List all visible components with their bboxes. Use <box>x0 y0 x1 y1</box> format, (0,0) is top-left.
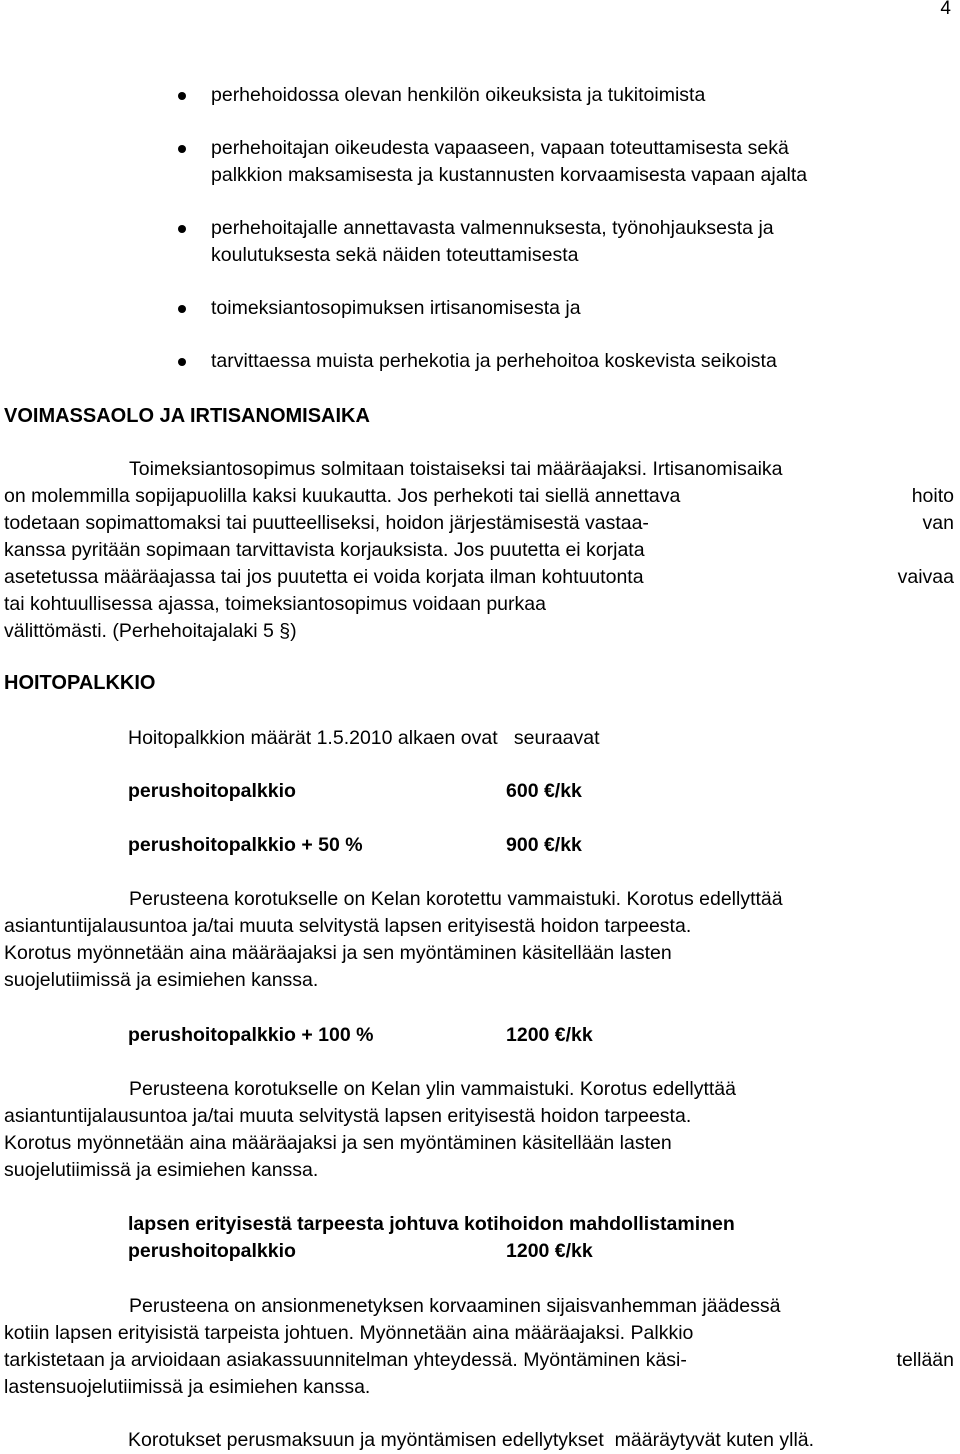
paragraph-line <box>4 564 954 591</box>
line-text: asiantuntijalausuntoa ja/tai muuta selvitystä lapsen erityisestä hoidon tarpeesta. <box>4 1105 692 1127</box>
price-amount: 1200 €/kk <box>506 1024 593 1046</box>
line-text: Korotus myönnetään aina määräajaksi ja sen myöntäminen käsitellään lasten <box>4 942 672 964</box>
page-number: 4 <box>940 0 951 19</box>
line-text: välittömästi. (Perhehoitajalaki 5 §) <box>4 620 297 642</box>
line-text: on molemmilla sopijapuolilla kaksi kuukautta. Jos perhekoti tai siellä annettava <box>4 485 681 507</box>
footer-note: Korotukset perusmaksuun ja myöntämisen edellytykset määräytyvät kuten yllä. <box>128 1429 815 1451</box>
bullet-line: toimeksiantosopimuksen irtisanomisesta ja <box>211 297 581 319</box>
line-text: Korotus myönnetään aina määräajaksi ja sen myöntäminen käsitellään lasten <box>4 1132 672 1154</box>
bullet-icon <box>178 305 186 313</box>
voimassaolo-paragraph <box>4 456 954 645</box>
price-amount: 900 €/kk <box>506 834 582 856</box>
price-label: perushoitopalkkio <box>128 780 296 802</box>
bullet-line: perhehoitajan oikeudesta vapaaseen, vapaan toteuttamisesta sekä <box>211 137 789 159</box>
price-label: perushoitopalkkio + 100 % <box>128 1024 374 1046</box>
note-100-paragraph <box>4 1076 954 1184</box>
price-amount: 1200 €/kk <box>506 1240 593 1262</box>
paragraph-line <box>4 483 954 510</box>
paragraph-line <box>4 940 954 967</box>
paragraph-line <box>4 537 954 564</box>
paragraph-line <box>4 1157 954 1184</box>
line-text: tarkistetaan ja arvioidaan asiakassuunnitelman yhteydessä. Myöntäminen käsi- <box>4 1349 687 1371</box>
paragraph-line <box>4 886 954 913</box>
hoitopalkkio-intro: Hoitopalkkion määrät 1.5.2010 alkaen ovat seuraavat <box>128 727 600 749</box>
paragraph-line <box>4 967 954 994</box>
paragraph-line <box>4 1076 954 1103</box>
price-row-perus <box>128 778 582 805</box>
bullet-line: perhehoitajalle annettavasta valmennuksesta, työnohjauksesta ja <box>211 217 774 239</box>
line-text: Perusteena korotukselle on Kelan korotettu vammaistuki. Korotus edellyttää <box>129 888 783 910</box>
paragraph-line <box>4 1130 954 1157</box>
line-text-right: tellään <box>896 1349 954 1371</box>
bullet-item <box>0 348 960 375</box>
paragraph-line <box>4 618 954 645</box>
note-kotihoito-paragraph <box>4 1293 954 1401</box>
kotihoito-title-text: lapsen erityisestä tarpeesta johtuva kotihoidon mahdollistaminen <box>128 1213 735 1235</box>
line-text: kanssa pyritään sopimaan tarvittavista korjauksista. Jos puutetta ei korjata <box>4 539 645 561</box>
bullet-item <box>0 295 960 322</box>
line-text: Toimeksiantosopimus solmitaan toistaiseksi tai määräajaksi. Irtisanomisaika <box>129 458 783 480</box>
bullet-item <box>0 215 960 269</box>
paragraph-line <box>4 1293 954 1320</box>
line-text: lastensuojelutiimissä ja esimiehen kanssa. <box>4 1376 371 1398</box>
line-text: suojelutiimissä ja esimiehen kanssa. <box>4 969 319 991</box>
price-label: perushoitopalkkio + 50 % <box>128 834 363 856</box>
bullet-list <box>0 82 960 401</box>
note-50-paragraph <box>4 886 954 994</box>
bullet-icon <box>178 225 186 233</box>
paragraph-line <box>4 510 954 537</box>
line-text: asiantuntijalausuntoa ja/tai muuta selvitystä lapsen erityisestä hoidon tarpeesta. <box>4 915 692 937</box>
paragraph-line <box>4 1103 954 1130</box>
bullet-item <box>0 135 960 189</box>
line-text-right: hoito <box>911 485 954 507</box>
price-row-kotihoito <box>128 1238 593 1265</box>
kotihoito-title <box>128 1211 735 1238</box>
voimassaolo-heading: VOIMASSAOLO JA IRTISANOMISAIKA <box>4 405 370 427</box>
line-text-right: vaivaa <box>897 566 954 588</box>
bullet-line: koulutuksesta sekä näiden toteuttamisesta <box>211 244 579 266</box>
line-text-right: van <box>922 512 954 534</box>
line-text: asetetussa määräajassa tai jos puutetta ei voida korjata ilman kohtuutonta <box>4 566 644 588</box>
price-label: perushoitopalkkio <box>128 1240 296 1262</box>
paragraph-line <box>4 456 954 483</box>
paragraph-line <box>4 1347 954 1374</box>
bullet-item <box>0 82 960 109</box>
line-text: todetaan sopimattomaksi tai puutteelliseksi, hoidon järjestämisestä vastaa- <box>4 512 649 534</box>
hoitopalkkio-heading: HOITOPALKKIO <box>4 672 156 694</box>
bullet-line: tarvittaessa muista perhekotia ja perhehoitoa koskevista seikoista <box>211 350 777 372</box>
bullet-line: perhehoidossa olevan henkilön oikeuksista ja tukitoimista <box>211 84 706 106</box>
paragraph-line <box>4 1320 954 1347</box>
bullet-icon <box>178 358 186 366</box>
bullet-icon <box>178 145 186 153</box>
paragraph-line <box>4 591 954 618</box>
price-row-100 <box>128 1022 593 1049</box>
paragraph-line <box>4 913 954 940</box>
bullet-line: palkkion maksamisesta ja kustannusten korvaamisesta vapaan ajalta <box>211 164 808 186</box>
line-text: tai kohtuullisessa ajassa, toimeksiantosopimus voidaan purkaa <box>4 593 546 615</box>
line-text: Perusteena on ansionmenetyksen korvaaminen sijaisvanhemman jäädessä <box>129 1295 781 1317</box>
price-amount: 600 €/kk <box>506 780 582 802</box>
line-text: suojelutiimissä ja esimiehen kanssa. <box>4 1159 319 1181</box>
bullet-icon <box>178 92 186 100</box>
price-row-50 <box>128 832 582 859</box>
line-text: Perusteena korotukselle on Kelan ylin vammaistuki. Korotus edellyttää <box>129 1078 736 1100</box>
line-text: kotiin lapsen erityisistä tarpeista johtuen. Myönnetään aina määräajaksi. Palkkio <box>4 1322 694 1344</box>
paragraph-line <box>4 1374 954 1401</box>
